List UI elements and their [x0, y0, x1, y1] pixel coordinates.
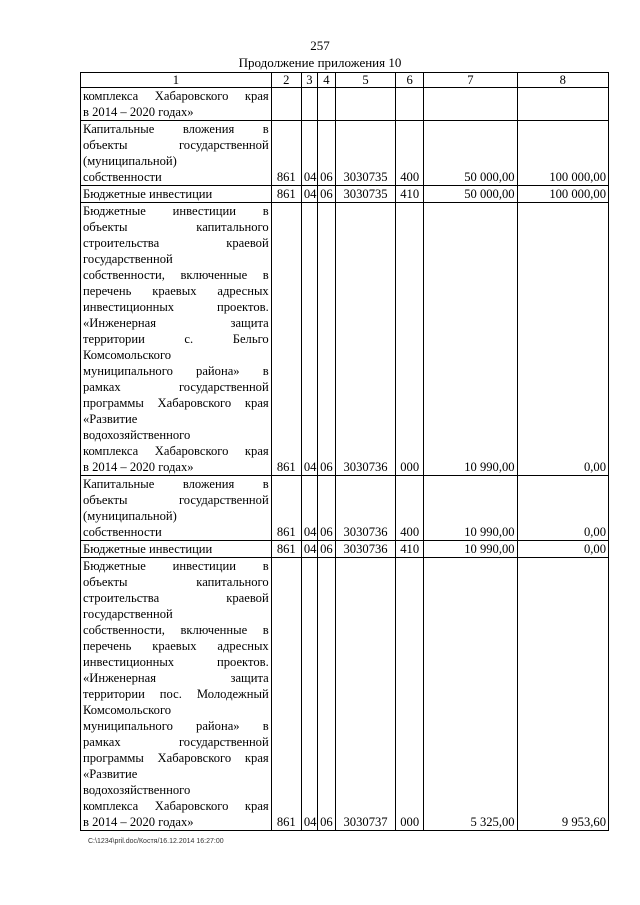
- subsection-cell: 06: [317, 121, 335, 186]
- gov-code-cell: [271, 88, 301, 121]
- subsection-cell: [317, 88, 335, 121]
- description-line: Бюджетные инвестиции: [83, 542, 213, 556]
- description-line: объекты капитального: [83, 575, 269, 589]
- gov-code-cell: 861: [271, 541, 301, 558]
- amount-2015-cell: 50 000,00: [424, 186, 517, 203]
- section-cell: 04: [301, 541, 317, 558]
- amount-2015-cell: 10 990,00: [424, 203, 517, 476]
- gov-code-cell: 861: [271, 203, 301, 476]
- description-line: Бюджетные инвестиции: [83, 187, 213, 201]
- expense-type-cell: 400: [396, 476, 424, 541]
- description-line: (муниципальной): [83, 154, 177, 168]
- description-line: объекты государственной: [83, 493, 269, 507]
- description-line: программы Хабаровского края: [83, 751, 269, 765]
- expense-type-cell: 410: [396, 186, 424, 203]
- page-number: 257: [310, 38, 330, 53]
- description-line: перечень краевых адресных: [83, 284, 269, 298]
- description-line: комплекса Хабаровского края: [83, 89, 269, 103]
- section-cell: 04: [301, 121, 317, 186]
- description-line: комплекса Хабаровского края: [83, 444, 269, 458]
- subsection-cell: 06: [317, 186, 335, 203]
- target-article-cell: 3030737: [335, 558, 395, 831]
- amount-2015-cell: 5 325,00: [424, 558, 517, 831]
- amount-2015-cell: 50 000,00: [424, 121, 517, 186]
- description-line: строительства краевой: [83, 591, 269, 605]
- description-line: перечень краевых адресных: [83, 639, 269, 653]
- table-row: [81, 541, 609, 558]
- expense-type-cell: 000: [396, 558, 424, 831]
- description-line: «Развитие: [83, 412, 138, 426]
- row-description: [81, 88, 272, 121]
- description-line: «Инженерная защита: [83, 316, 269, 330]
- description-line: государственной: [83, 252, 173, 266]
- description-line: Бюджетные инвестиции в: [83, 204, 269, 218]
- description-line: программы Хабаровского края: [83, 396, 269, 410]
- description-line: Бюджетные инвестиции в: [83, 559, 269, 573]
- amount-2016-cell: 0,00: [517, 541, 608, 558]
- description-line: в 2014 – 2020 годах»: [83, 815, 194, 829]
- column-header: 7: [424, 73, 517, 88]
- description-line: объекты государственной: [83, 138, 269, 152]
- description-line: (муниципальной): [83, 509, 177, 523]
- subsection-cell: 06: [317, 541, 335, 558]
- expense-type-cell: 000: [396, 203, 424, 476]
- description-line: Капитальные вложения в: [83, 477, 269, 491]
- target-article-cell: 3030736: [335, 541, 395, 558]
- column-header: 5: [335, 73, 395, 88]
- section-cell: 04: [301, 476, 317, 541]
- description-line: собственности, включенные в: [83, 623, 269, 637]
- section-cell: 04: [301, 203, 317, 476]
- gov-code-cell: 861: [271, 186, 301, 203]
- description-line: водохозяйственного: [83, 428, 191, 442]
- row-description: [81, 203, 272, 476]
- description-line: государственной: [83, 607, 173, 621]
- section-cell: 04: [301, 186, 317, 203]
- description-line: рамках государственной: [83, 380, 269, 394]
- row-description: [81, 186, 272, 203]
- table-row: [81, 186, 609, 203]
- description-line: территории с. Бельго: [83, 332, 269, 346]
- amount-2015-cell: 10 990,00: [424, 541, 517, 558]
- continuation-title: Продолжение приложения 10: [238, 55, 402, 70]
- column-header: 8: [517, 73, 608, 88]
- gov-code-cell: 861: [271, 558, 301, 831]
- description-line: в 2014 – 2020 годах»: [83, 105, 194, 119]
- description-line: строительства краевой: [83, 236, 269, 250]
- amount-2016-cell: 9 953,60: [517, 558, 608, 831]
- column-header: 6: [396, 73, 424, 88]
- table-row: [81, 203, 609, 476]
- target-article-cell: 3030736: [335, 476, 395, 541]
- description-line: собственности, включенные в: [83, 268, 269, 282]
- row-description: [81, 541, 272, 558]
- description-line: Комсомольского: [83, 348, 172, 362]
- table-row: [81, 121, 609, 186]
- description-line: собственности: [83, 170, 162, 184]
- description-line: инвестиционных проектов.: [83, 655, 269, 669]
- expense-type-cell: [396, 88, 424, 121]
- column-header: 4: [317, 73, 335, 88]
- section-cell: [301, 88, 317, 121]
- description-line: «Инженерная защита: [83, 671, 269, 685]
- description-line: муниципального района» в: [83, 719, 269, 733]
- row-description: [81, 558, 272, 831]
- amount-2016-cell: 0,00: [517, 476, 608, 541]
- description-line: собственности: [83, 525, 162, 539]
- description-line: «Развитие: [83, 767, 138, 781]
- file-path-footer: C:\1234\pril.doc/Костя/16.12.2014 16:27:00: [88, 838, 224, 845]
- description-line: водохозяйственного: [83, 783, 191, 797]
- description-line: Капитальные вложения в: [83, 122, 269, 136]
- table-row: [81, 558, 609, 831]
- subsection-cell: 06: [317, 203, 335, 476]
- amount-2016-cell: [517, 88, 608, 121]
- table-header-row: [81, 73, 609, 88]
- column-header: 2: [271, 73, 301, 88]
- target-article-cell: [335, 88, 395, 121]
- amount-2015-cell: [424, 88, 517, 121]
- target-article-cell: 3030736: [335, 203, 395, 476]
- budget-table: [80, 72, 609, 831]
- amount-2015-cell: 10 990,00: [424, 476, 517, 541]
- description-line: инвестиционных проектов.: [83, 300, 269, 314]
- subsection-cell: 06: [317, 476, 335, 541]
- gov-code-cell: 861: [271, 121, 301, 186]
- description-line: в 2014 – 2020 годах»: [83, 460, 194, 474]
- row-description: [81, 476, 272, 541]
- column-header: 1: [81, 73, 272, 88]
- row-description: [81, 121, 272, 186]
- description-line: территории пос. Молодежный: [83, 687, 269, 701]
- gov-code-cell: 861: [271, 476, 301, 541]
- target-article-cell: 3030735: [335, 186, 395, 203]
- column-header: 3: [301, 73, 317, 88]
- expense-type-cell: 400: [396, 121, 424, 186]
- description-line: Комсомольского: [83, 703, 172, 717]
- subsection-cell: 06: [317, 558, 335, 831]
- section-cell: 04: [301, 558, 317, 831]
- amount-2016-cell: 0,00: [517, 203, 608, 476]
- description-line: комплекса Хабаровского края: [83, 799, 269, 813]
- description-line: муниципального района» в: [83, 364, 269, 378]
- amount-2016-cell: 100 000,00: [517, 121, 608, 186]
- amount-2016-cell: 100 000,00: [517, 186, 608, 203]
- description-line: рамках государственной: [83, 735, 269, 749]
- description-line: объекты капитального: [83, 220, 269, 234]
- expense-type-cell: 410: [396, 541, 424, 558]
- target-article-cell: 3030735: [335, 121, 395, 186]
- table-row: [81, 476, 609, 541]
- table-row: [81, 88, 609, 121]
